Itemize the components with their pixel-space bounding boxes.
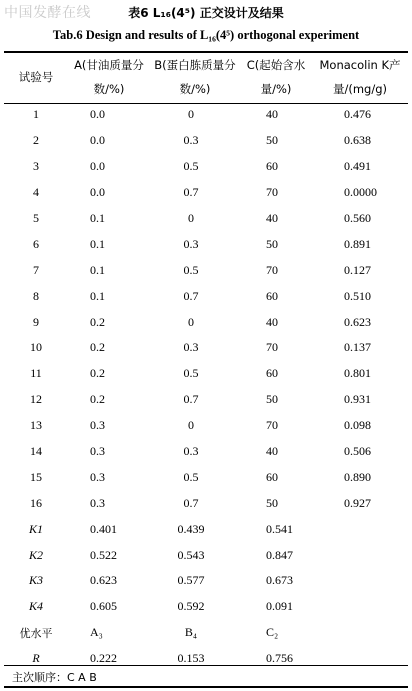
- moisture-cell: 50: [266, 495, 278, 510]
- peptone-cell: B₄: [184, 625, 198, 640]
- yield-cell: 0.801: [344, 366, 371, 381]
- moisture-cell: 70: [266, 340, 278, 355]
- moisture-cell: 40: [266, 314, 278, 329]
- moisture-cell: 50: [266, 236, 278, 251]
- moisture-cell: 60: [266, 288, 278, 303]
- peptone-cell: 0.543: [177, 547, 205, 562]
- glycerol-cell: 0.0: [90, 159, 105, 174]
- glycerol-cell: 0.1: [90, 262, 105, 277]
- glycerol-cell: 0.605: [90, 599, 117, 614]
- table-row: [4, 206, 408, 232]
- peptone-cell: 0: [188, 107, 194, 122]
- glycerol-cell: 0.522: [90, 547, 117, 562]
- yield-cell: 0.127: [344, 262, 371, 277]
- glycerol-cell: 0.0: [90, 185, 105, 200]
- table-row: [4, 231, 408, 257]
- yield-cell: 0.931: [344, 392, 371, 407]
- glycerol-cell: 0.623: [90, 573, 117, 588]
- peptone-cell: 0.3: [183, 133, 199, 148]
- peptone-cell: 0.439: [177, 521, 205, 536]
- trial-cell: 3: [33, 159, 39, 174]
- table-row: [4, 128, 408, 154]
- peptone-cell: 0: [188, 314, 194, 329]
- trial-cell: 优水平: [19, 626, 53, 640]
- trial-cell: K2: [28, 547, 43, 562]
- table-row: [4, 387, 408, 413]
- table-row: [4, 413, 408, 439]
- yield-cell: 0.491: [344, 159, 371, 174]
- k-row: [4, 568, 408, 594]
- yield-cell: [312, 620, 408, 646]
- header-yield: Monacolin K产量/(mg/g): [319, 58, 401, 96]
- moisture-cell: 40: [266, 107, 278, 122]
- header-row: [4, 52, 408, 102]
- peptone-cell: 0.592: [177, 599, 205, 614]
- trial-cell: 13: [30, 418, 42, 433]
- moisture-cell: 70: [266, 418, 278, 433]
- table-row: [4, 490, 408, 516]
- trial-cell: 10: [30, 340, 42, 355]
- table-row: [4, 464, 408, 490]
- table-row: [4, 257, 408, 283]
- watermark: 中国发酵在线: [4, 5, 91, 21]
- yield-cell: 0.560: [344, 211, 371, 225]
- glycerol-cell: 0.401: [90, 521, 117, 536]
- range-row: [4, 646, 408, 672]
- peptone-cell: 0: [188, 211, 194, 225]
- trial-cell: 6: [33, 236, 39, 251]
- yield-cell: 0.506: [344, 444, 371, 459]
- glycerol-cell: 0.1: [90, 211, 105, 225]
- yield-cell: 0.623: [344, 314, 371, 329]
- yield-cell: 0.098: [344, 418, 371, 433]
- glycerol-cell: 0.1: [90, 288, 105, 303]
- trial-cell: 2: [33, 133, 39, 148]
- trial-cell: R: [32, 651, 40, 666]
- header-glycerol: A(甘油质量分数/%): [74, 58, 144, 96]
- yield-cell: [312, 516, 408, 542]
- yield-cell: [312, 646, 408, 672]
- moisture-cell: 40: [266, 211, 278, 225]
- trial-cell: 15: [30, 469, 42, 484]
- moisture-cell: 60: [266, 159, 278, 174]
- trial-cell: 1: [33, 107, 39, 122]
- peptone-cell: 0.5: [183, 262, 199, 277]
- peptone-cell: 0.7: [183, 392, 199, 407]
- table-row: [4, 283, 408, 309]
- glycerol-cell: 0.2: [90, 366, 105, 381]
- trial-cell: 5: [33, 211, 39, 225]
- results-table: [4, 52, 408, 672]
- k-row: [4, 542, 408, 568]
- yield-cell: 0.927: [344, 495, 371, 510]
- table-row: [4, 309, 408, 335]
- trial-cell: 9: [33, 314, 39, 329]
- yield-cell: 0.638: [344, 133, 371, 148]
- peptone-cell: 0.153: [177, 651, 205, 666]
- trial-cell: K4: [28, 599, 43, 614]
- peptone-cell: 0.7: [183, 288, 199, 303]
- glycerol-cell: 0.2: [90, 340, 105, 355]
- bottom-rule: [4, 686, 408, 688]
- yield-cell: [312, 594, 408, 620]
- k-row: [4, 516, 408, 542]
- moisture-cell: 60: [266, 366, 278, 381]
- moisture-cell: 0.847: [266, 547, 293, 562]
- peptone-cell: 0.5: [183, 469, 199, 484]
- moisture-cell: 60: [266, 469, 278, 484]
- moisture-cell: 50: [266, 392, 278, 407]
- trial-cell: 8: [33, 288, 39, 303]
- moisture-cell: 40: [266, 444, 278, 459]
- yield-cell: 0.476: [344, 107, 371, 122]
- yield-cell: 0.890: [344, 469, 371, 484]
- moisture-cell: 50: [266, 133, 278, 148]
- glycerol-cell: 0.3: [90, 444, 105, 459]
- glycerol-cell: 0.2: [90, 314, 105, 329]
- table-row: [4, 335, 408, 361]
- yield-cell: 0.0000: [344, 185, 377, 200]
- k-row: [4, 594, 408, 620]
- moisture-cell: 0.756: [266, 651, 293, 666]
- glycerol-cell: A₃: [90, 625, 103, 640]
- yield-cell: [312, 568, 408, 594]
- table-title-cn: 表6 L₁₆(4⁵) 正交设计及结果: [128, 6, 284, 20]
- glycerol-cell: 0.1: [90, 236, 105, 251]
- peptone-cell: 0: [188, 418, 194, 433]
- peptone-cell: 0.3: [183, 340, 199, 355]
- glycerol-cell: 0.3: [90, 418, 105, 433]
- peptone-cell: 0.7: [183, 185, 199, 200]
- yield-cell: 0.891: [344, 236, 371, 251]
- header-trial: 试验号: [18, 70, 54, 84]
- glycerol-cell: 0.0: [90, 107, 105, 122]
- peptone-cell: 0.577: [177, 573, 205, 588]
- yield-cell: [312, 542, 408, 568]
- trial-cell: 11: [30, 366, 42, 381]
- peptone-cell: 0.3: [183, 236, 199, 251]
- moisture-cell: 0.541: [266, 521, 293, 536]
- trial-cell: 4: [33, 185, 39, 200]
- glycerol-cell: 0.3: [90, 469, 105, 484]
- peptone-cell: 0.5: [183, 159, 199, 174]
- trial-cell: 12: [30, 392, 42, 407]
- table-row: [4, 439, 408, 465]
- yield-cell: 0.510: [344, 288, 371, 303]
- moisture-cell: 0.673: [266, 573, 293, 588]
- optimal-level-row: [4, 620, 408, 646]
- table-row: [4, 180, 408, 206]
- yield-cell: 0.137: [344, 340, 371, 355]
- glycerol-cell: 0.2: [90, 392, 105, 407]
- trial-cell: 14: [30, 444, 42, 459]
- peptone-cell: 0.7: [183, 495, 199, 510]
- glycerol-cell: 0.0: [90, 133, 105, 148]
- glycerol-cell: 0.3: [90, 495, 105, 510]
- moisture-cell: 0.091: [266, 599, 293, 614]
- trial-cell: 16: [30, 495, 42, 510]
- table-row: [4, 102, 408, 128]
- trial-cell: K3: [28, 573, 43, 588]
- peptone-cell: 0.5: [183, 366, 199, 381]
- trial-cell: K1: [28, 521, 43, 536]
- moisture-cell: 70: [266, 185, 278, 200]
- table-row: [4, 154, 408, 180]
- glycerol-cell: 0.222: [90, 651, 117, 666]
- factor-order-note: 主次顺序：C A B: [12, 671, 97, 684]
- moisture-cell: C₂: [266, 625, 279, 640]
- header-moisture: C(起始含水量/%): [246, 58, 306, 96]
- moisture-cell: 70: [266, 262, 278, 277]
- table-row: [4, 361, 408, 387]
- header-peptone: B(蛋白胨质量分数/%): [154, 58, 236, 96]
- peptone-cell: 0.3: [183, 444, 199, 459]
- table-title-en: Tab.6 Design and results of L₁₆(4⁵) orthogonal experiment: [52, 28, 360, 42]
- trial-cell: 7: [33, 262, 39, 277]
